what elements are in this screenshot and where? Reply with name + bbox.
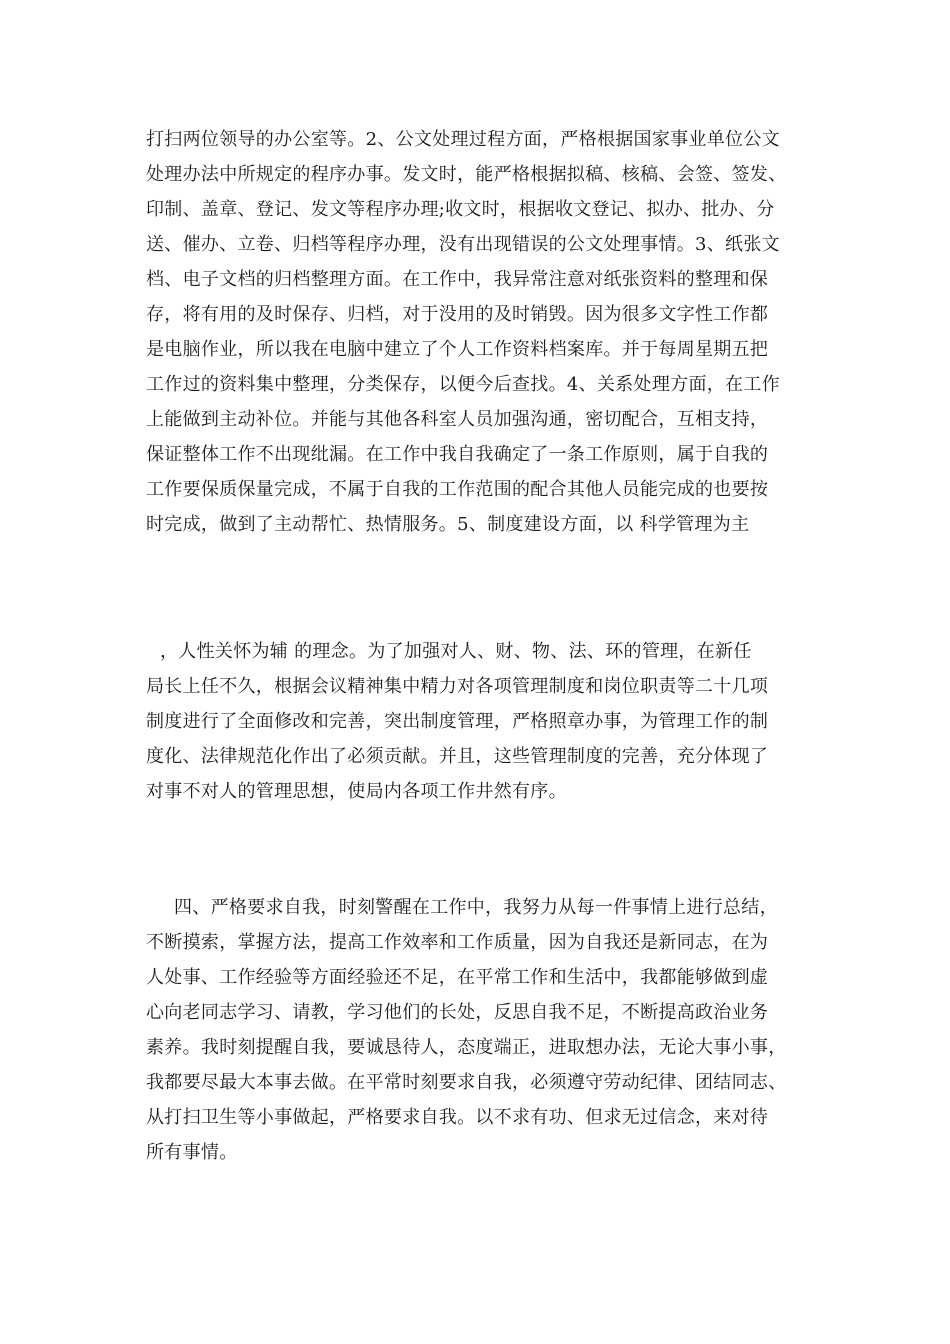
text-line: 是电脑作业，所以我在电脑中建立了个人工作资料档案库。并于每周星期五把 <box>146 339 769 360</box>
text-line: 素养。我时刻提醒自我，要诚恳待人，态度端正，进取想办法，无论大事小事， <box>146 1037 787 1058</box>
text-line: 处理办法中所规定的程序办事。发文时，能严格根据拟稿、核稿、会签、签发、 <box>146 164 787 185</box>
text-line: 所有事情。 <box>146 1142 238 1163</box>
text-line: 保证整体工作不出现纰漏。在工作中我自我确定了一条工作原则，属于自我的 <box>146 444 769 465</box>
text-line: 不断摸索，掌握方法，提高工作效率和工作质量，因为自我还是新同志，在为 <box>146 932 769 953</box>
text-line: 对事不对人的管理思想，使局内各项工作井然有序。 <box>146 781 567 802</box>
text-line: 档、电子文档的归档整理方面。在工作中，我异常注意对纸张资料的整理和保 <box>146 269 769 290</box>
text-line: 心向老同志学习、请教，学习他们的长处，反思自我不足，不断提高政治业务 <box>146 1002 769 1023</box>
text-line: 打扫两位领导的办公室等。2、公文处理过程方面，严格根据国家事业单位公文 <box>146 129 780 150</box>
text-line: 上能做到主动补位。并能与其他各科室人员加强沟通，密切配合，互相支持， <box>146 409 769 430</box>
text-line: 局长上任不久，根据会议精神集中精力对各项管理制度和岗位职责等二十几项 <box>146 676 769 697</box>
text-line: 存，将有用的及时保存、归档，对于没用的及时销毁。因为很多文字性工作都 <box>146 304 769 325</box>
text-line: 送、催办、立卷、归档等程序办理，没有出现错误的公文处理事情。3、纸张文 <box>146 234 780 255</box>
text-line: 制度进行了全面修改和完善，突出制度管理，严格照章办事，为管理工作的制 <box>146 711 769 732</box>
text-line: 时完成，做到了主动帮忙、热情服务。5、制度建设方面，以 科学管理为主 <box>146 514 750 535</box>
text-line: ，人性关怀为辅 的理念。为了加强对人、财、物、法、环的管理，在新任 <box>160 641 752 662</box>
text-line: 工作要保质保量完成，不属于自我的工作范围的配合其他人员能完成的也要按 <box>146 479 769 500</box>
text-line: 从打扫卫生等小事做起，严格要求自我。以不求有功、但求无过信念，来对待 <box>146 1107 769 1128</box>
text-line: 印制、盖章、登记、发文等程序办理;收文时，根据收文登记、拟办、批办、分 <box>146 199 775 220</box>
text-line: 工作过的资料集中整理，分类保存，以便今后查找。4、关系处理方面，在工作 <box>146 374 780 395</box>
text-line: 度化、法律规范化作出了必须贡献。并且，这些管理制度的完善，充分体现了 <box>146 746 769 767</box>
text-line: 我都要尽最大本事去做。在平常时刻要求自我，必须遵守劳动纪律、团结同志、 <box>146 1072 787 1093</box>
text-line: 人处事、工作经验等方面经验还不足，在平常工作和生活中，我都能够做到虚 <box>146 967 769 988</box>
text-line: 四、严格要求自我，时刻警醒在工作中，我努力从每一件事情上进行总结， <box>174 897 778 918</box>
